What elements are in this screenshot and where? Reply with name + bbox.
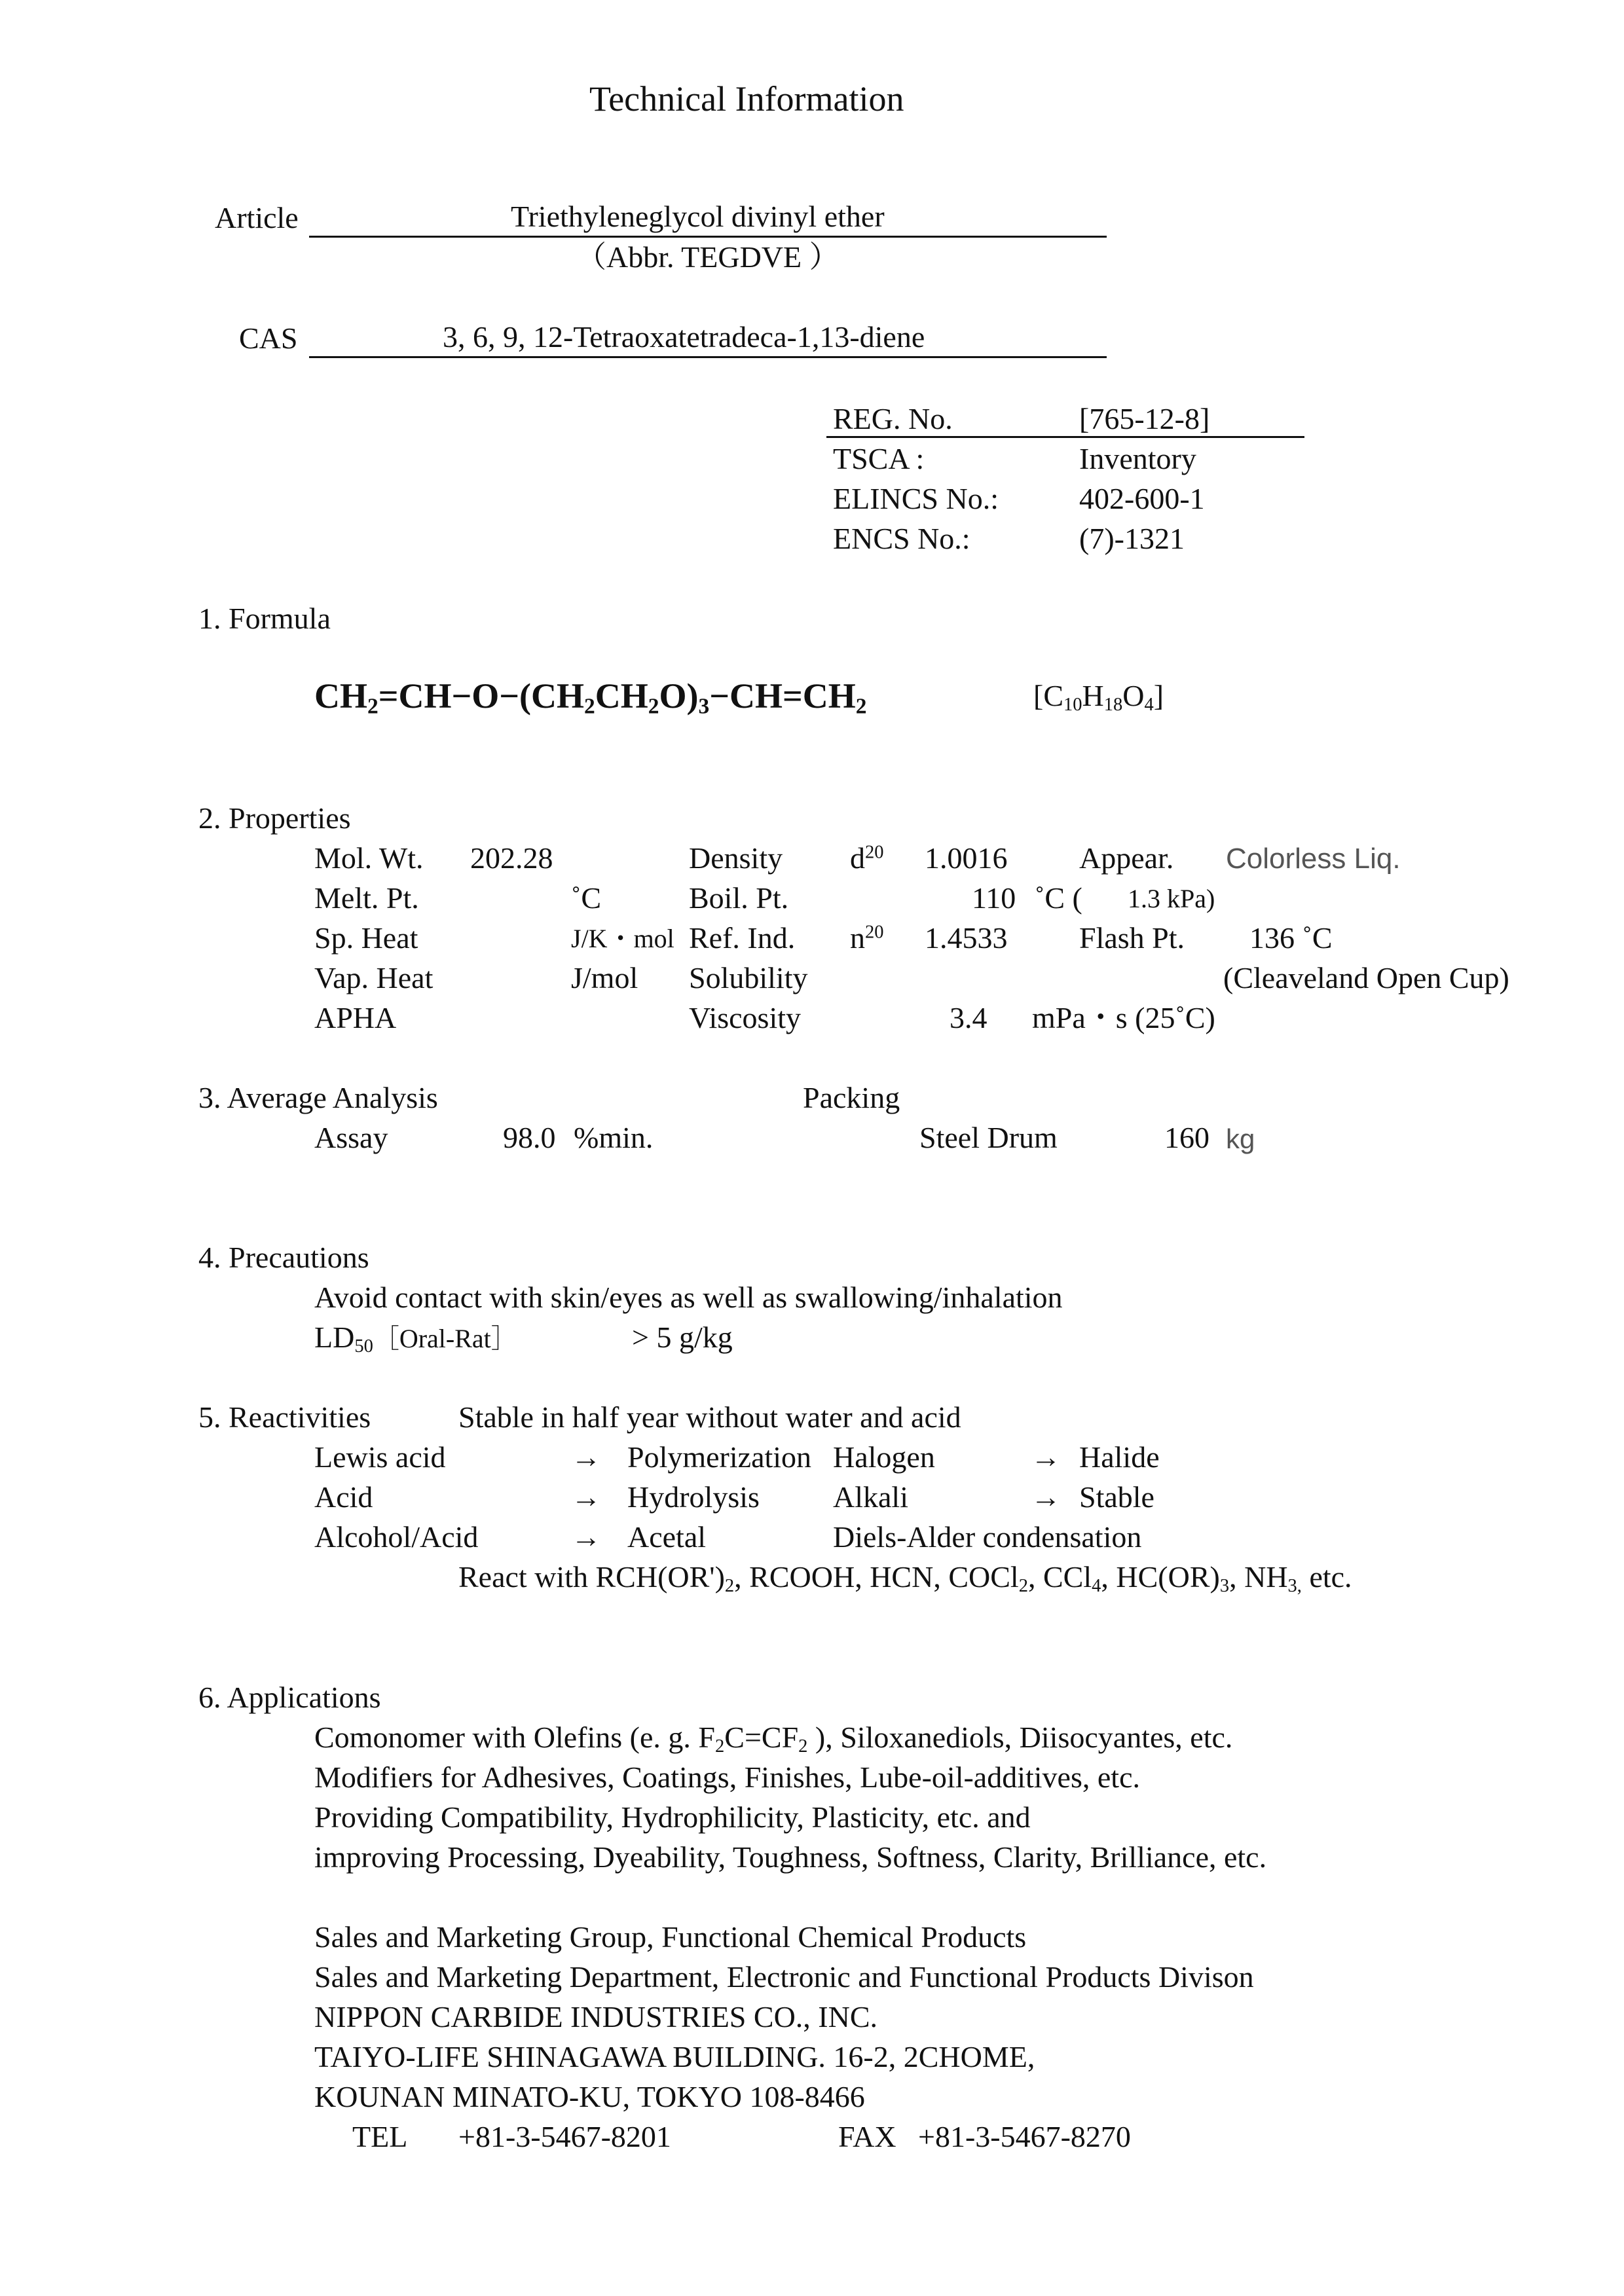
tsca-value: Inventory [1079, 442, 1196, 475]
tel-number: +81-3-5467-8201 [458, 2120, 671, 2153]
sp-heat-label: Sp. Heat [314, 921, 418, 955]
precautions-line: Avoid contact with skin/eyes as well as swallowing/inhalation [314, 1281, 1063, 1314]
arrow-icon: → [571, 1440, 601, 1474]
packing-amount: 160 [1164, 1121, 1209, 1154]
packing-label: Packing [803, 1081, 900, 1114]
reg-no-value: [765-12-8] [1079, 402, 1210, 435]
assay-label: Assay [314, 1121, 388, 1154]
boil-pt-pressure: 1.3 kPa) [1128, 884, 1215, 913]
boil-pt-label: Boil. Pt. [689, 881, 789, 915]
packing-unit: kg [1226, 1123, 1255, 1154]
arrow-icon: → [571, 1520, 601, 1554]
flash-pt-method: (Cleaveland Open Cup) [1223, 961, 1509, 994]
reaction-3-reagent: Acid [314, 1480, 373, 1514]
article-underline [309, 236, 1107, 238]
appear-value: Colorless Liq. [1226, 843, 1401, 875]
reactivities-summary: Stable in half year without water and acid [458, 1400, 961, 1434]
reg-no-underline [826, 436, 1304, 438]
density-value: 1.0016 [925, 841, 1008, 875]
address-line-2: KOUNAN MINATO-KU, TOKYO 108-8466 [314, 2080, 865, 2113]
cas-name: 3, 6, 9, 12-Tetraoxatetradeca-1,13-diene [443, 320, 925, 354]
cas-underline [309, 356, 1107, 358]
melt-pt-unit: ˚C [571, 881, 601, 915]
cas-label: CAS [239, 321, 298, 355]
reactivities-heading: 5. Reactivities [198, 1400, 371, 1434]
empirical-formula: $[C_{10}H_{18}O_4]$ [1033, 679, 1164, 716]
elincs-label: ELINCS No.: [833, 482, 999, 515]
analysis-heading: 3. Average Analysis [198, 1081, 438, 1114]
mol-wt-label: Mol. Wt. [314, 841, 424, 875]
solubility-label: Solubility [689, 961, 808, 994]
encs-value: (7)-1321 [1079, 522, 1185, 555]
assay-value: 98.0 [503, 1121, 556, 1154]
article-abbr: （Abbr. TEGDVE ） [576, 240, 840, 274]
melt-pt-label: Melt. Pt. [314, 881, 419, 915]
properties-heading: 2. Properties [198, 801, 351, 835]
packing-type: Steel Drum [919, 1121, 1058, 1154]
arrow-icon: → [1031, 1440, 1061, 1474]
page-title: Technical Information [589, 79, 904, 118]
boil-pt-value: 110 [972, 881, 1016, 915]
assay-unit: %min. [574, 1121, 654, 1154]
viscosity-label: Viscosity [689, 1001, 802, 1034]
apha-label: APHA [314, 1001, 397, 1034]
flash-pt-value: 136 ˚C [1249, 921, 1333, 955]
tel-label: TEL [352, 2120, 408, 2153]
arrow-icon: → [571, 1480, 601, 1514]
vap-heat-label: Vap. Heat [314, 961, 434, 994]
fax-label: FAX [838, 2120, 896, 2153]
reaction-6: Diels-Alder condensation [833, 1520, 1142, 1554]
applications-heading: 6. Applications [198, 1681, 381, 1714]
reaction-2-result: Halide [1079, 1440, 1160, 1474]
appear-label: Appear. [1079, 841, 1174, 875]
address-line-1: TAIYO-LIFE SHINAGAWA BUILDING. 16-2, 2CHOME, [314, 2040, 1035, 2073]
precautions-heading: 4. Precautions [198, 1241, 369, 1274]
react-with-line: React with $RCH(OR')_2$, RCOOH, HCN, COCl$_2$, CCl$_4$, $HC(OR)_3$, $NH_{3,}$ etc. [458, 1560, 1352, 1597]
contact-line-2: Sales and Marketing Department, Electronic and Functional Products Divison [314, 1960, 1254, 1994]
fax-number: +81-3-5467-8270 [918, 2120, 1131, 2153]
density-symbol: $d^{20}$ [850, 841, 884, 875]
encs-label: ENCS No.: [833, 522, 970, 555]
reg-no-label: REG. No. [833, 402, 953, 435]
reaction-3-result: Hydrolysis [627, 1480, 760, 1514]
application-line-3: Providing Compatibility, Hydrophilicity, Plasticity, etc. and [314, 1800, 1031, 1834]
ld50-value: > 5 g/kg [632, 1321, 733, 1354]
tsca-label: TSCA : [833, 442, 925, 475]
density-label: Density [689, 841, 783, 875]
ref-ind-symbol: $n^{20}$ [850, 921, 884, 955]
reaction-1-result: Polymerization [627, 1440, 812, 1474]
mol-wt-value: 202.28 [470, 841, 553, 875]
reaction-5-result: Acetal [627, 1520, 707, 1554]
reaction-5-reagent: Alcohol/Acid [314, 1520, 479, 1554]
reaction-2-reagent: Halogen [833, 1440, 935, 1474]
article-label: Article [215, 201, 299, 234]
viscosity-value: 3.4 [950, 1001, 987, 1034]
ref-ind-value: 1.4533 [925, 921, 1008, 955]
ld50-label: $LD_{50}[Oral-Rat]$ [314, 1321, 517, 1357]
flash-pt-label: Flash Pt. [1079, 921, 1185, 955]
company-name: NIPPON CARBIDE INDUSTRIES CO., INC. [314, 2000, 878, 2033]
vap-heat-unit: J/mol [571, 961, 638, 994]
article-name: Triethyleneglycol divinyl ether [511, 200, 885, 233]
arrow-icon: → [1031, 1480, 1061, 1514]
formula-heading: 1. Formula [198, 602, 331, 635]
reaction-4-result: Stable [1079, 1480, 1154, 1514]
application-line-2: Modifiers for Adhesives, Coatings, Finishes, Lube-oil-additives, etc. [314, 1760, 1140, 1794]
sp-heat-unit: J/K・mol [571, 924, 674, 953]
reaction-1-reagent: Lewis acid [314, 1440, 446, 1474]
application-line-1: Comonomer with Olefins (e. g. $F_2C=CF_2$ ), Siloxanediols, Diisocyantes, etc. [314, 1721, 1233, 1757]
viscosity-unit: mPa・s (25˚C) [1032, 1001, 1215, 1034]
application-line-4: improving Processing, Dyeability, Toughness, Softness, Clarity, Brilliance, etc. [314, 1840, 1267, 1874]
elincs-value: 402-600-1 [1079, 482, 1205, 515]
contact-line-1: Sales and Marketing Group, Functional Chemical Products [314, 1920, 1027, 1954]
boil-pt-unit: ˚C ( [1035, 881, 1082, 915]
structural-formula: $CH_2=CH-O-(CH_2CH_2O)_3-CH=CH_2$ [314, 676, 867, 719]
reaction-4-reagent: Alkali [833, 1480, 908, 1514]
ref-ind-label: Ref. Ind. [689, 921, 796, 955]
